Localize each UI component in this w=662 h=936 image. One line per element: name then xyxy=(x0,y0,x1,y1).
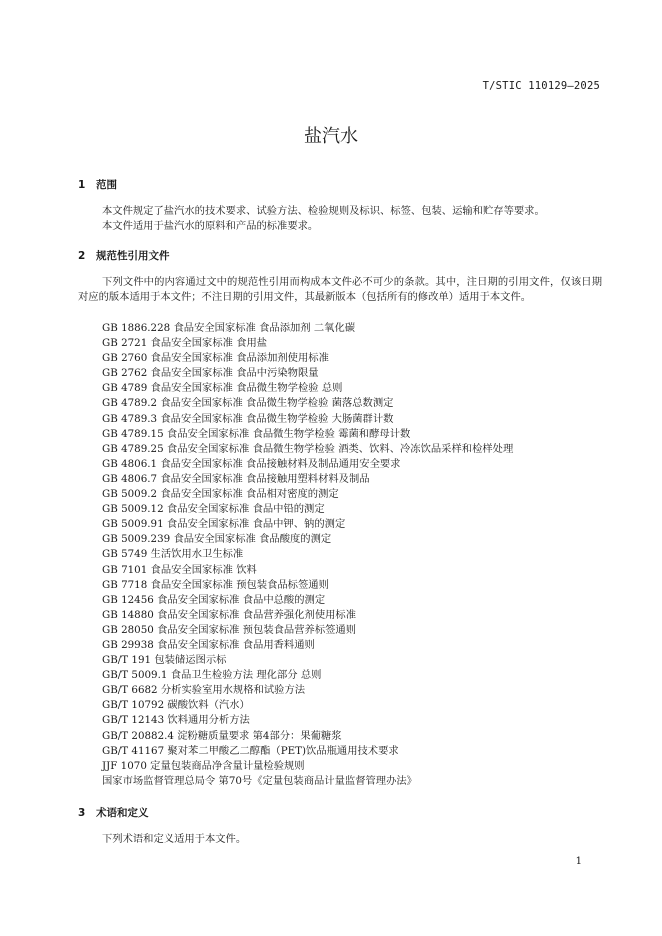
reference-item: GB 2760 食品安全国家标准 食品添加剂使用标准 xyxy=(102,352,329,365)
reference-item: GB 4789.15 食品安全国家标准 食品微生物学检验 霉菌和酵母计数 xyxy=(102,427,411,440)
section-3-heading xyxy=(78,805,149,820)
reference-item: GB 5009.239 食品安全国家标准 食品酸度的测定 xyxy=(102,533,332,546)
section-2-number: 2 xyxy=(78,250,86,262)
reference-item: GB 29938 食品安全国家标准 食品用香料通则 xyxy=(102,638,315,651)
reference-item: GB 4789.2 食品安全国家标准 食品微生物学检验 菌落总数测定 xyxy=(102,397,394,410)
reference-item: GB 28050 食品安全国家标准 预包装食品营养标签通则 xyxy=(102,623,357,636)
reference-item: GB/T 12143 饮料通用分析方法 xyxy=(102,714,250,727)
document-code: T/STIC 110129—2025 xyxy=(482,80,600,92)
document-title: 盐汽水 xyxy=(304,126,358,147)
reference-item: GB 2721 食品安全国家标准 食用盐 xyxy=(102,337,268,350)
reference-item: GB/T 20882.4 淀粉糖质量要求 第4部分：果葡糖浆 xyxy=(102,729,342,742)
reference-item: GB 2762 食品安全国家标准 食品中污染物限量 xyxy=(102,367,319,380)
reference-item: GB 5009.2 食品安全国家标准 食品相对密度的测定 xyxy=(102,488,339,501)
section-3-title: 术语和定义 xyxy=(96,807,149,819)
section-2-intro: 下列文件中的内容通过文中的规范性引用而构成本文件必不可少的条款。其中，注日期的引用文件，仅该日期对应的版本适用于本文件；不注日期的引用文件，其最新版本（包括所有的修改单）适用于本文件。 xyxy=(78,276,602,303)
reference-item: GB 7101 食品安全国家标准 饮料 xyxy=(102,563,257,576)
reference-item: GB/T 41167 聚对苯二甲酸乙二醇酯（PET)饮品瓶通用技术要求 xyxy=(102,744,399,757)
section-1-number: 1 xyxy=(78,179,86,191)
reference-item: JJF 1070 定量包装商品净含量计量检验规则 xyxy=(102,759,305,772)
reference-item: GB 4789 食品安全国家标准 食品微生物学检验 总则 xyxy=(102,382,343,395)
section-3-number: 3 xyxy=(78,807,86,819)
section-2-heading xyxy=(78,248,170,263)
reference-item: GB 7718 食品安全国家标准 预包装食品标签通则 xyxy=(102,578,329,591)
reference-item: GB 14880 食品安全国家标准 食品营养强化剂使用标准 xyxy=(102,608,357,621)
section-1-title: 范围 xyxy=(96,179,117,191)
reference-item: GB 5749 生活饮用水卫生标准 xyxy=(102,548,244,561)
reference-item: GB 12456 食品安全国家标准 食品中总酸的测定 xyxy=(102,593,326,606)
reference-item: 国家市场监督管理总局令 第70号《定量包装商品计量监督管理办法》 xyxy=(102,774,417,787)
section-3-paragraph-1: 下列术语和定义适用于本文件。 xyxy=(102,833,247,845)
page-number: 1 xyxy=(575,856,582,867)
reference-item: GB 5009.91 食品安全国家标准 食品中钾、钠的测定 xyxy=(102,518,346,531)
section-2-title: 规范性引用文件 xyxy=(96,250,170,262)
reference-item: GB/T 10792 碳酸饮料（汽水） xyxy=(102,699,250,712)
section-1-paragraph-2: 本文件适用于盐汽水的原料和产品的标准要求。 xyxy=(102,220,319,232)
reference-item: GB 4789.3 食品安全国家标准 食品微生物学检验 大肠菌群计数 xyxy=(102,412,394,425)
section-1-paragraph-1: 本文件规定了盐汽水的技术要求、试验方法、检验规则及标识、标签、包装、运输和贮存等要求。 xyxy=(102,205,545,217)
reference-item: GB 4789.25 食品安全国家标准 食品微生物学检验 酒类、饮料、冷冻饮品采样和检样处理 xyxy=(102,442,514,455)
reference-item: GB 4806.1 食品安全国家标准 食品接触材料及制品通用安全要求 xyxy=(102,457,401,470)
section-1-heading xyxy=(78,177,117,192)
reference-item: GB/T 5009.1 食品卫生检验方法 理化部分 总则 xyxy=(102,669,322,682)
reference-item: GB 1886.228 食品安全国家标准 食品添加剂 二氧化碳 xyxy=(102,322,356,334)
reference-item: GB/T 6682 分析实验室用水规格和试验方法 xyxy=(102,684,306,697)
reference-item: GB/T 191 包装储运图示标 xyxy=(102,654,227,667)
reference-item: GB 4806.7 食品安全国家标准 食品接触用塑料材料及制品 xyxy=(102,472,370,485)
reference-list xyxy=(102,321,513,789)
reference-item: GB 5009.12 食品安全国家标准 食品中铅的测定 xyxy=(102,503,325,516)
